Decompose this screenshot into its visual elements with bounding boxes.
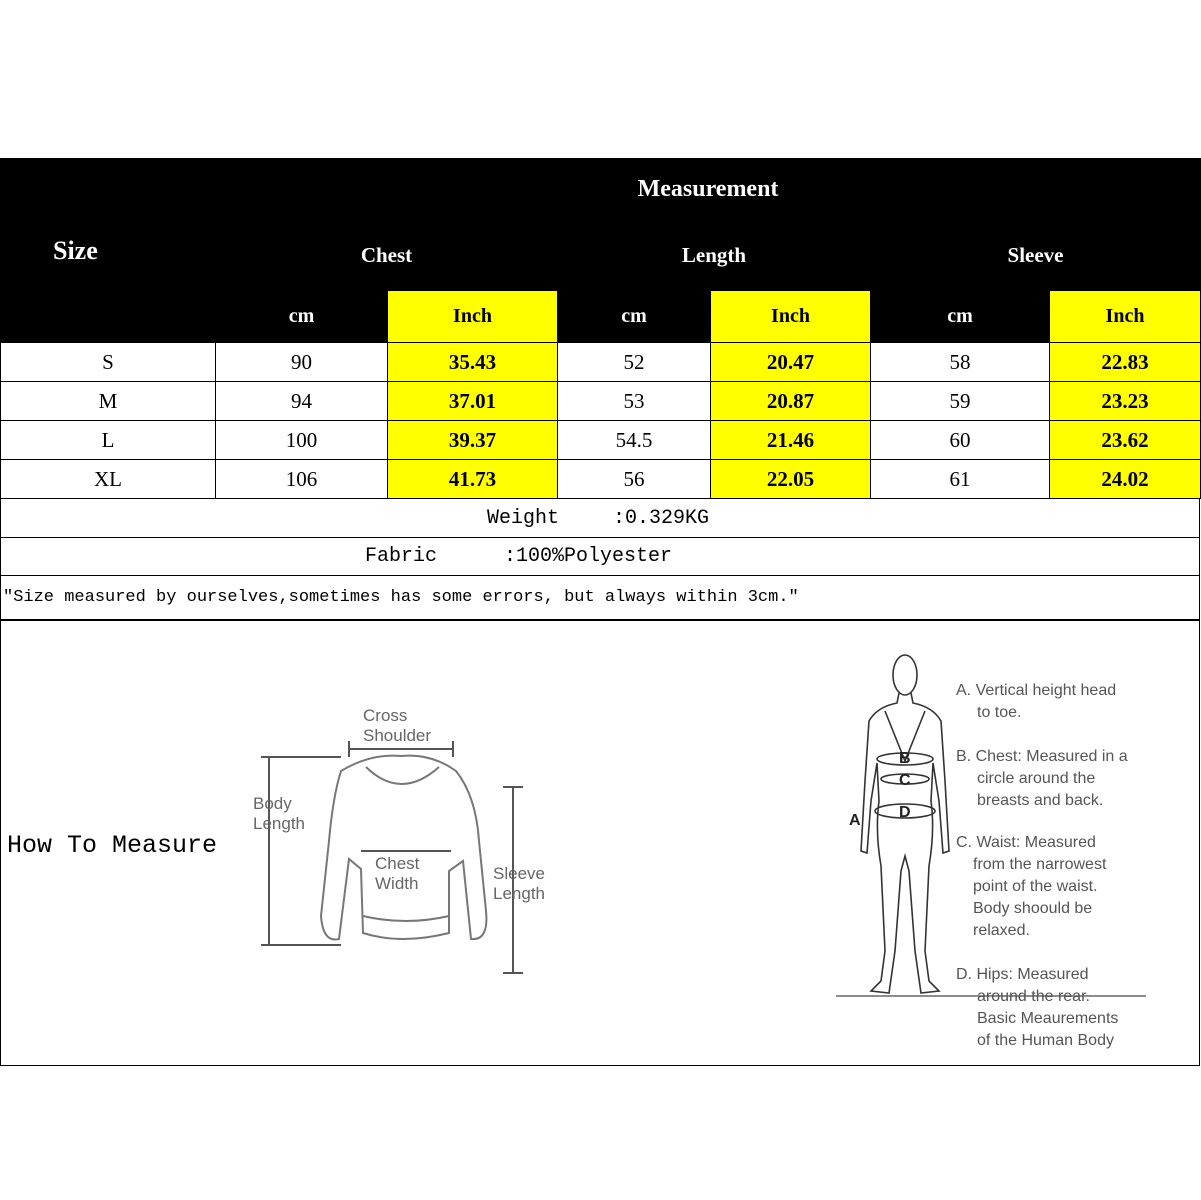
length-inch-cell: 21.46 — [711, 421, 871, 460]
note-c-3: point of the waist. — [973, 878, 1098, 895]
unit-inch: Inch — [1050, 291, 1201, 343]
chest-inch-cell: 39.37 — [388, 421, 558, 460]
head-outline — [893, 655, 917, 695]
sleeve-inch-cell: 23.23 — [1050, 382, 1201, 421]
unit-inch: Inch — [388, 291, 558, 343]
fabric-value: :100%Polyester — [504, 545, 673, 568]
cross-shoulder-label-2: Shoulder — [363, 726, 432, 745]
sleeve-cm-cell: 59 — [871, 382, 1050, 421]
chest-inch-cell: 35.43 — [388, 343, 558, 382]
how-to-measure-label: How To Measure — [7, 831, 218, 860]
note-d-4: of the Human Body — [977, 1032, 1114, 1049]
note-c-2: from the narrowest — [973, 856, 1107, 873]
chest-cm-cell: 100 — [216, 421, 388, 460]
chest-cm-cell: 106 — [216, 460, 388, 499]
body-length-label-1: Body — [253, 794, 292, 813]
size-table — [0, 158, 1201, 499]
fabric-label: Fabric — [365, 545, 438, 568]
how-to-measure-section — [0, 620, 1200, 1066]
table-row — [1, 421, 1201, 460]
weight-row — [0, 499, 1200, 538]
size-header: Size — [1, 159, 216, 343]
length-inch-cell: 20.47 — [711, 343, 871, 382]
chest-inch-cell: 41.73 — [388, 460, 558, 499]
length-inch-cell: 22.05 — [711, 460, 871, 499]
length-cm-cell: 56 — [558, 460, 711, 499]
body-length-label-2: Length — [253, 814, 305, 833]
chest-cm-cell: 90 — [216, 343, 388, 382]
letter-c: C — [899, 772, 911, 789]
note-a-2: to toe. — [977, 704, 1022, 721]
chest-width-label-2: Width — [375, 874, 419, 893]
size-cell: XL — [1, 460, 216, 499]
measurement-note: "Size measured by ourselves,sometimes has some errors, but always within 3cm." — [3, 588, 799, 607]
note-d-3: Basic Meaurements — [977, 1010, 1119, 1027]
table-row — [1, 382, 1201, 421]
group-length: Length — [558, 220, 871, 291]
length-cm-cell: 52 — [558, 343, 711, 382]
table-row — [1, 343, 1201, 382]
note-row — [0, 575, 1200, 620]
note-c-5: relaxed. — [973, 922, 1030, 939]
cross-shoulder-label-1: Cross — [363, 706, 408, 725]
sleeve-cm-cell: 60 — [871, 421, 1050, 460]
note-a-1: A. Vertical height head — [956, 682, 1117, 699]
garment-diagram — [241, 701, 571, 1001]
sleeve-cm-cell: 58 — [871, 343, 1050, 382]
unit-inch: Inch — [711, 291, 871, 343]
letter-a: A — [849, 812, 861, 829]
body-diagram — [831, 651, 1181, 1049]
note-b-1: B. Chest: Measured in a — [956, 748, 1128, 765]
chest-inch-cell: 37.01 — [388, 382, 558, 421]
note-d-1: D. Hips: Measured — [956, 966, 1089, 983]
note-b-3: breasts and back. — [977, 792, 1104, 809]
sleeve-inch-cell: 24.02 — [1050, 460, 1201, 499]
note-c-1: C. Waist: Measured — [956, 834, 1096, 851]
length-cm-cell: 53 — [558, 382, 711, 421]
letter-b: B — [899, 750, 911, 767]
note-d-2: around the rear. — [977, 988, 1090, 1005]
length-cm-cell: 54.5 — [558, 421, 711, 460]
weight-label: Weight — [487, 507, 560, 530]
measurement-header: Measurement — [216, 159, 1201, 220]
note-b-2: circle around the — [977, 770, 1096, 787]
sleeve-length-label-2: Length — [493, 884, 545, 903]
fabric-row — [0, 537, 1200, 576]
size-cell: M — [1, 382, 216, 421]
size-chart — [0, 158, 1200, 1066]
group-sleeve: Sleeve — [871, 220, 1201, 291]
length-inch-cell: 20.87 — [711, 382, 871, 421]
sleeve-inch-cell: 23.62 — [1050, 421, 1201, 460]
weight-value: :0.329KG — [613, 507, 710, 530]
sleeve-cm-cell: 61 — [871, 460, 1050, 499]
sleeve-length-label-1: Sleeve — [493, 864, 545, 883]
unit-cm: cm — [558, 291, 711, 343]
sleeve-inch-cell: 22.83 — [1050, 343, 1201, 382]
chest-width-label-1: Chest — [375, 854, 420, 873]
chest-cm-cell: 94 — [216, 382, 388, 421]
unit-cm: cm — [871, 291, 1050, 343]
letter-d: D — [899, 804, 911, 821]
body-outline — [861, 693, 949, 993]
size-cell: L — [1, 421, 216, 460]
note-c-4: Body shoould be — [973, 900, 1093, 917]
unit-cm: cm — [216, 291, 388, 343]
size-cell: S — [1, 343, 216, 382]
group-chest: Chest — [216, 220, 558, 291]
table-row — [1, 460, 1201, 499]
